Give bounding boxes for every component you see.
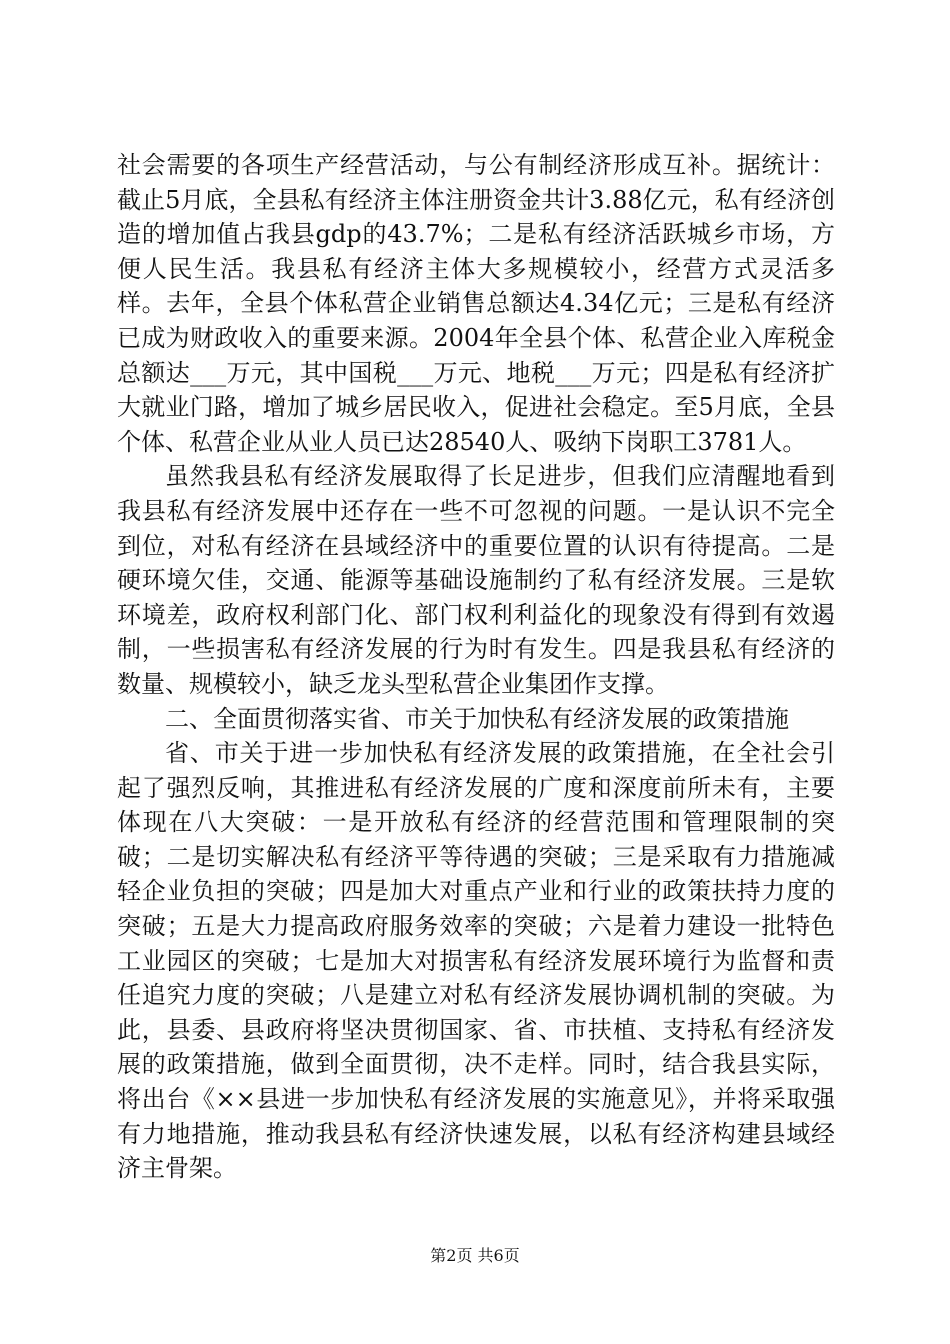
- paragraph-policy: 省、市关于进一步加快私有经济发展的政策措施，在全社会引起了强烈反响，其推进私有经济发展的广度和深度前所未有，主要体现在八大突破：一是开放私有经济的经营范围和管理限制的突破；二是切实解决私有经济平等待遇的突破；三是采取有力措施减轻企业负担的突破；四是加大对重点产业和行业的政策扶持力度的突破；五是大力提高政府服务效率的突破；六是着力建设一批特色工业园区的突破；七是加大对损害私有经济发展环境行为监督和责任追究力度的突破；八是建立对私有经济发展协调机制的突破。为此，县委、县政府将坚决贯彻国家、省、市扶植、支持私有经济发展的政策措施，做到全面贯彻，决不走样。同时，结合我县实际，将出台《××县进一步加快私有经济发展的实施意见》，并将采取强有力地措施，推动我县私有经济快速发展，以私有经济构建县域经济主骨架。: [117, 739, 835, 1183]
- page-footer: [0, 1246, 950, 1266]
- page-number: 第2页 共6页: [430, 1246, 520, 1265]
- paragraph-problems: 虽然我县私有经济发展取得了长足进步，但我们应清醒地看到我县私有经济发展中还存在一些不可忽视的问题。一是认识不完全到位，对私有经济在县域经济中的重要位置的认识有待提高。二是硬环境欠佳，交通、能源等基础设施制约了私有经济发展。三是软环境差，政府权利部门化、部门权利利益化的现象没有得到有效遏制，一些损害私有经济发展的行为时有发生。四是我县私有经济的数量、规模较小，缺乏龙头型私营企业集团作支撑。: [117, 462, 835, 698]
- section-heading: 二、全面贯彻落实省、市关于加快私有经济发展的政策措施: [165, 704, 789, 733]
- paragraph-continuation: 社会需要的各项生产经营活动，与公有制经济形成互补。据统计：截止5月底，全县私有经济主体注册资金共计3.88亿元，私有经济创造的增加值占我县gdp的43.7%；二是私有经济活跃城乡市场，方便人民生活。我县私有经济主体大多规模较小，经营方式灵活多样。去年，全县个体私营企业销售总额达4.34亿元；三是私有经济已成为财政收入的重要来源。2004年全县个体、私营企业入库税金总额达___万元，其中国税___万元、地税___万元；四是私有经济扩大就业门路，增加了城乡居民收入，促进社会稳定。至5月底，全县个体、私营企业从业人员已达28540人、吸纳下岗职工3781人。: [117, 151, 835, 456]
- document-body: [117, 148, 835, 1186]
